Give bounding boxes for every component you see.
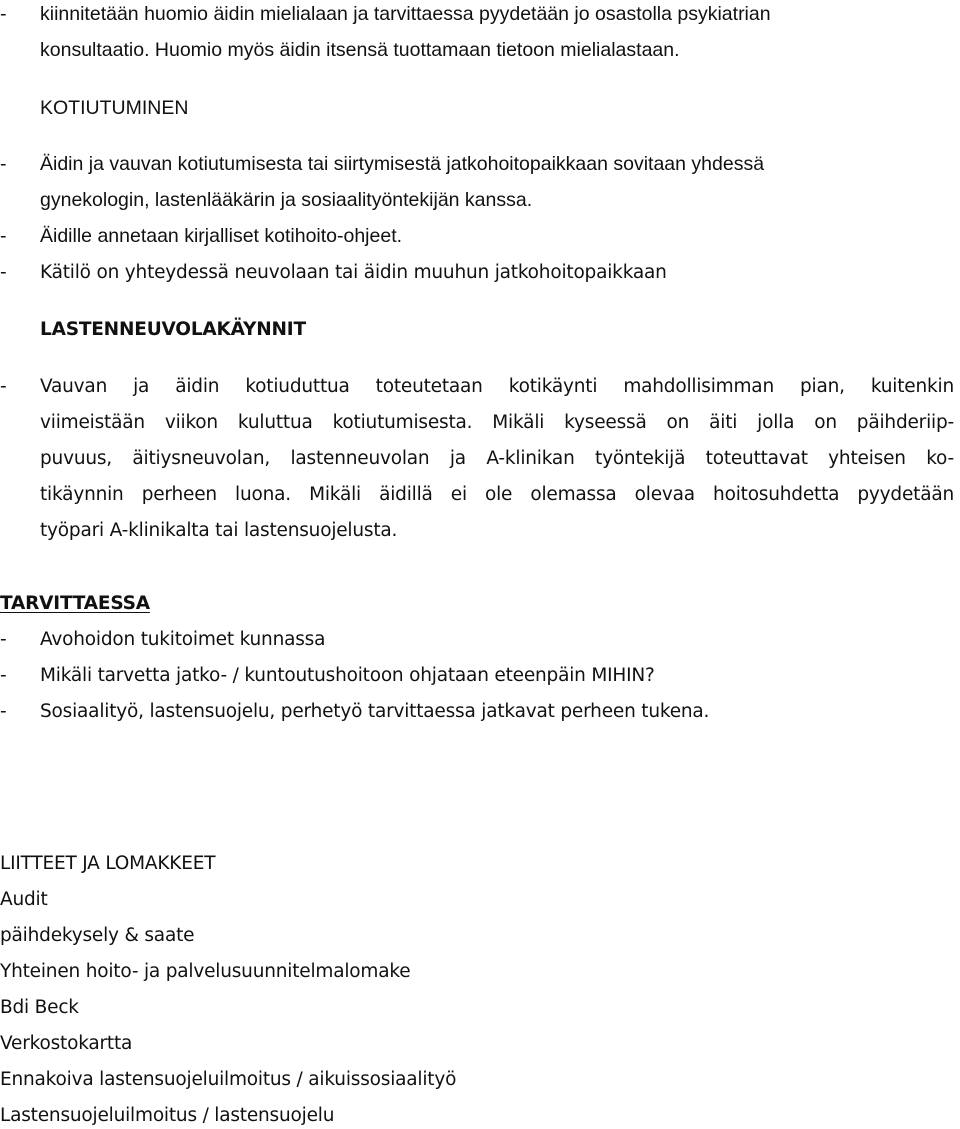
list-dash: - <box>0 153 7 175</box>
liitteet-heading <box>0 852 215 876</box>
attachment-label: Lastensuojeluilmoitus / lastensuojelu <box>0 1105 335 1126</box>
attachment-label: Bdi Beck <box>0 997 79 1018</box>
attachment-label: Verkostokartta <box>0 1033 133 1054</box>
section-heading: LASTENNEUVOLAKÄYNNIT <box>40 319 306 340</box>
paragraph-text: tikäynnin perheen luona. Mikäli äidillä ei ole olemassa olevaa hoitosuhdetta pyydetään <box>40 484 954 505</box>
list-item-text: Äidin ja vauvan kotiutumisesta tai siirtymisestä jatkohoitopaikkaan sovitaan yhdessä <box>40 153 765 175</box>
list-dash: - <box>0 3 7 25</box>
list-item-text: Avohoidon tukitoimet kunnassa <box>40 629 326 650</box>
list-item-text: gynekologin, lastenlääkärin ja sosiaalityöntekijän kanssa. <box>40 189 533 211</box>
intro-text: konsultaatio. Huomio myös äidin itsensä tuottamaan tietoon mielialastaan. <box>40 39 680 61</box>
attachment-item-paihdekysely <box>0 924 194 948</box>
attachment-label: Ennakoiva lastensuojeluilmoitus / aikuissosiaalityö <box>0 1069 457 1090</box>
tarvittaessa-heading <box>0 592 150 616</box>
paragraph-text: Vauvan ja äidin kotiuduttua toteutetaan kotikäynti mahdollisimman pian, kuitenkin <box>40 376 954 397</box>
list-item-text: Kätilö on yhteydessä neuvolaan tai äidin muuhun jatkohoitopaikkaan <box>40 262 667 283</box>
paragraph-text: puvuus, äitiysneuvolan, lastenneuvolan ja A-klinikan työntekijä toteuttavat yhteisen ko- <box>40 448 954 469</box>
attachment-label: päihdekysely & saate <box>0 925 195 946</box>
attachment-item-verkostokartta <box>0 1032 132 1056</box>
section-heading: LIITTEET JA LOMAKKEET <box>0 853 216 874</box>
attachment-item-hoitosuunnitelma <box>0 960 410 984</box>
list-dash: - <box>0 665 7 686</box>
paragraph-text: viimeistään viikon kuluttua kotiutumisesta. Mikäli kyseessä on äiti jolla on päihderiip- <box>40 412 954 433</box>
list-item-text: Äidille annetaan kirjalliset kotihoito-ohjeet. <box>40 225 403 247</box>
list-dash: - <box>0 262 7 283</box>
list-item-text: Mikäli tarvetta jatko- / kuntoutushoitoon ohjataan eteenpäin MIHIN? <box>40 665 655 686</box>
intro-text: kiinnitetään huomio äidin mielialaan ja tarvittaessa pyydetään jo osastolla psykiatrian <box>40 3 771 25</box>
list-dash: - <box>0 629 7 650</box>
list-dash: - <box>0 225 7 247</box>
list-dash: - <box>0 701 7 722</box>
attachment-label: Audit <box>0 889 48 910</box>
attachment-item-ennakoiva-ilmoitus <box>0 1068 456 1092</box>
section-heading: KOTIUTUMINEN <box>40 97 189 119</box>
list-item-text: Sosiaalityö, lastensuojelu, perhetyö tarvittaessa jatkavat perheen tukena. <box>40 701 710 722</box>
attachment-item-bdi-beck <box>0 996 79 1020</box>
attachment-item-lastensuojeluilmoitus <box>0 1104 334 1128</box>
attachment-item-audit <box>0 888 48 912</box>
list-dash: - <box>0 376 7 397</box>
section-heading: TARVITTAESSA <box>0 593 150 614</box>
attachment-label: Yhteinen hoito- ja palvelusuunnitelmalomake <box>0 961 411 982</box>
paragraph-text: työpari A-klinikalta tai lastensuojelusta. <box>40 520 398 541</box>
